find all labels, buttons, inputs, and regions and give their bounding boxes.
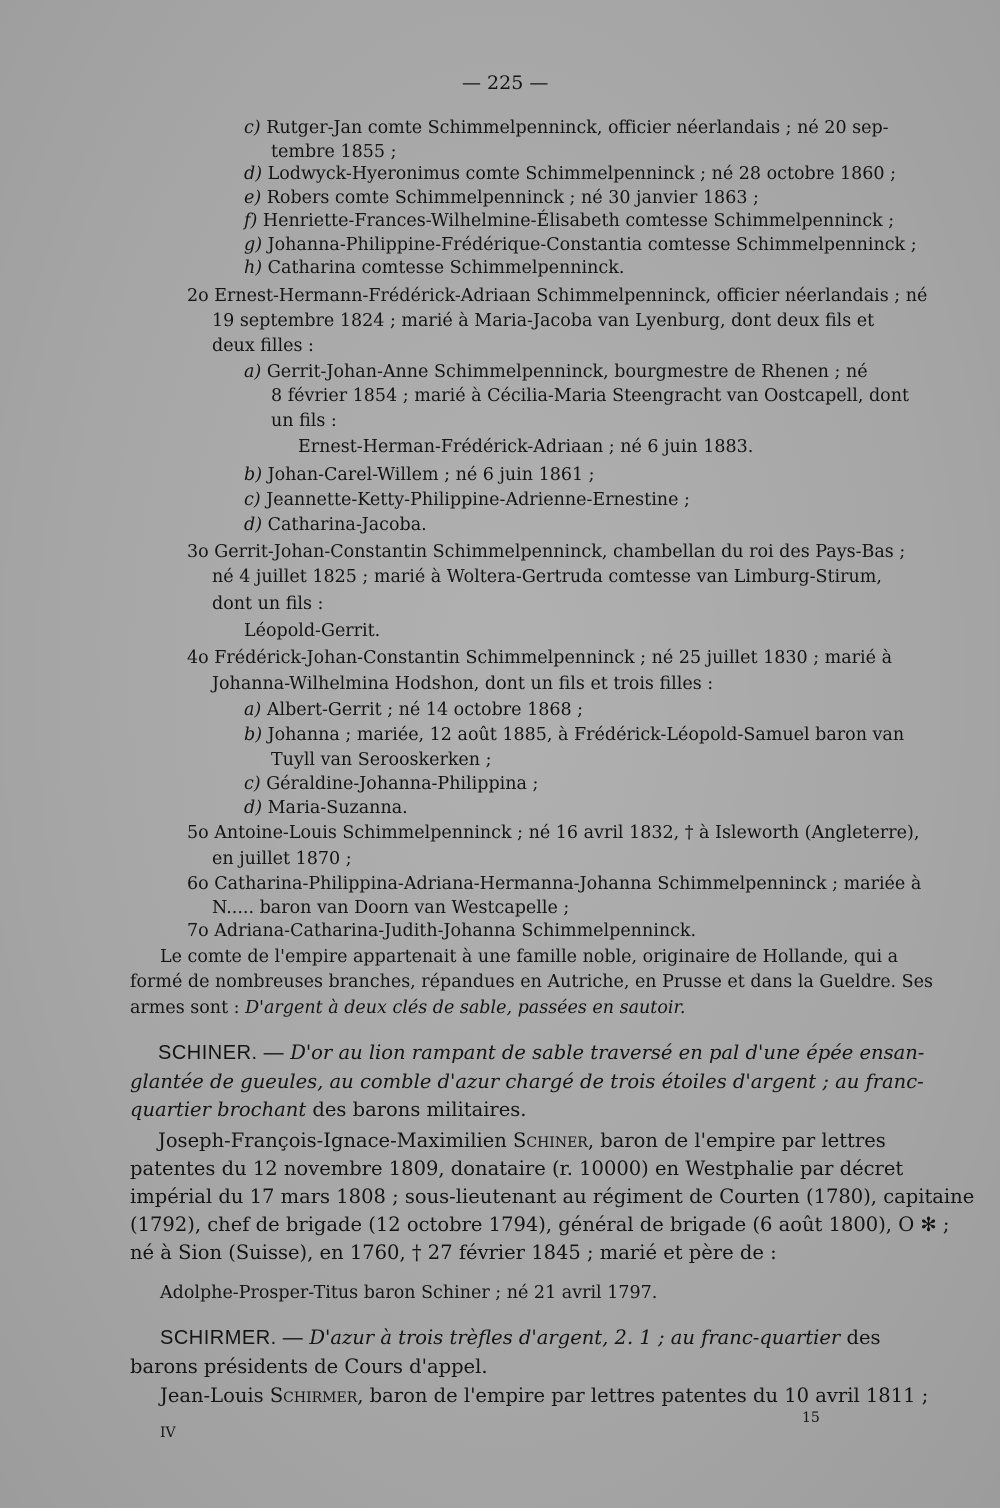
- text-line: Adolphe-Prosper-Titus baron Schiner ; né 21 avril 1797.: [160, 1283, 658, 1303]
- text-line: d) Maria-Suzanna.: [244, 798, 408, 818]
- text-line: 3o Gerrit-Johan-Constantin Schimmelpenninck, chambellan du roi des Pays-Bas ;: [187, 542, 906, 562]
- text-line: b) Johanna ; mariée, 12 août 1885, à Frédérick-Léopold-Samuel baron van: [244, 725, 905, 745]
- text-line: Jean-Louis Schirmer, baron de l'empire par lettres patentes du 10 avril 1811 ;: [160, 1384, 929, 1407]
- text-line: né à Sion (Suisse), en 1760, † 27 février 1845 ; marié et père de :: [130, 1241, 777, 1264]
- text-line: en juillet 1870 ;: [212, 849, 352, 869]
- text-line: c) Géraldine-Johanna-Philippina ;: [244, 774, 539, 794]
- text-line: dont un fils :: [212, 594, 324, 614]
- text-line: d) Lodwyck-Hyeronimus comte Schimmelpenninck ; né 28 octobre 1860 ;: [244, 164, 896, 184]
- entry-heading: SCHIRMER. — D'azur à trois trèfles d'argent, 2. 1 ; au franc-quartier des: [160, 1326, 881, 1349]
- text-line: impérial du 17 mars 1808 ; sous-lieutenant au régiment de Courten (1780), capitaine: [130, 1185, 975, 1208]
- text-line: e) Robers comte Schimmelpenninck ; né 30 janvier 1863 ;: [244, 188, 759, 208]
- text-line: Léopold-Gerrit.: [244, 621, 381, 641]
- text-line: patentes du 12 novembre 1809, donataire (r. 10000) en Westphalie par décret: [130, 1157, 904, 1180]
- text-line: 5o Antoine-Louis Schimmelpenninck ; né 16 avril 1832, † à Isleworth (Angleterre),: [187, 823, 920, 843]
- entry-heading: SCHINER. — D'or au lion rampant de sable traversé en pal d'une épée ensan-: [158, 1041, 925, 1064]
- text-line: 8 février 1854 ; marié à Cécilia-Maria Steengracht van Oostcapell, dont: [271, 386, 909, 406]
- text-line: 19 septembre 1824 ; marié à Maria-Jacoba van Lyenburg, dont deux fils et: [212, 311, 875, 331]
- text-line: Ernest-Herman-Frédérick-Adriaan ; né 6 juin 1883.: [298, 437, 754, 457]
- text-line: h) Catharina comtesse Schimmelpenninck.: [244, 258, 625, 278]
- text-line: armes sont : D'argent à deux clés de sable, passées en sautoir.: [130, 998, 686, 1018]
- text-line: 4o Frédérick-Johan-Constantin Schimmelpenninck ; né 25 juillet 1830 ; marié à: [187, 648, 892, 668]
- signature-mark: 15: [802, 1410, 820, 1426]
- text-line: c) Rutger-Jan comte Schimmelpenninck, officier néerlandais ; né 20 sep-: [244, 118, 889, 138]
- text-line: tembre 1855 ;: [271, 142, 397, 162]
- text-line: N..... baron van Doorn van Westcapelle ;: [212, 898, 570, 918]
- text-line: glantée de gueules, au comble d'azur chargé de trois étoiles d'argent ; au franc-: [130, 1070, 924, 1093]
- text-line: deux filles :: [212, 336, 314, 356]
- page-number: — 225 —: [462, 72, 549, 94]
- text-line: d) Catharina-Jacoba.: [244, 515, 427, 535]
- text-line: 6o Catharina-Philippina-Adriana-Hermanna-Johanna Schimmelpenninck ; mariée à: [187, 874, 922, 894]
- text-line: Joseph-François-Ignace-Maximilien Schiner, baron de l'empire par lettres: [158, 1129, 886, 1152]
- text-line: Tuyll van Serooskerken ;: [271, 750, 492, 770]
- text-line: Le comte de l'empire appartenait à une famille noble, originaire de Hollande, qui a: [160, 947, 899, 967]
- text-line: Johanna-Wilhelmina Hodshon, dont un fils et trois filles :: [212, 674, 714, 694]
- text-line: a) Albert-Gerrit ; né 14 octobre 1868 ;: [244, 700, 584, 720]
- text-line: né 4 juillet 1825 ; marié à Woltera-Gertruda comtesse van Limburg-Stirum,: [212, 567, 882, 587]
- text-line: c) Jeannette-Ketty-Philippine-Adrienne-Ernestine ;: [244, 490, 690, 510]
- text-line: b) Johan-Carel-Willem ; né 6 juin 1861 ;: [244, 465, 595, 485]
- volume-mark: IV: [160, 1425, 176, 1441]
- text-line: g) Johanna-Philippine-Frédérique-Constantia comtesse Schimmelpenninck ;: [244, 235, 917, 255]
- text-line: f) Henriette-Frances-Wilhelmine-Élisabeth comtesse Schimmelpenninck ;: [244, 211, 895, 231]
- text-line: (1792), chef de brigade (12 octobre 1794), général de brigade (6 août 1800), O ✻ ;: [130, 1213, 950, 1236]
- text-line: a) Gerrit-Johan-Anne Schimmelpenninck, bourgmestre de Rhenen ; né: [244, 362, 868, 382]
- text-line: un fils :: [271, 411, 337, 431]
- text-line: quartier brochant des barons militaires.: [130, 1098, 527, 1121]
- text-line: 7o Adriana-Catharina-Judith-Johanna Schimmelpenninck.: [187, 921, 697, 941]
- text-line: barons présidents de Cours d'appel.: [130, 1355, 488, 1378]
- text-line: formé de nombreuses branches, répandues en Autriche, en Prusse et dans la Gueldre. Ses: [130, 972, 934, 992]
- text-line: 2o Ernest-Hermann-Frédérick-Adriaan Schimmelpenninck, officier néerlandais ; né: [187, 286, 928, 306]
